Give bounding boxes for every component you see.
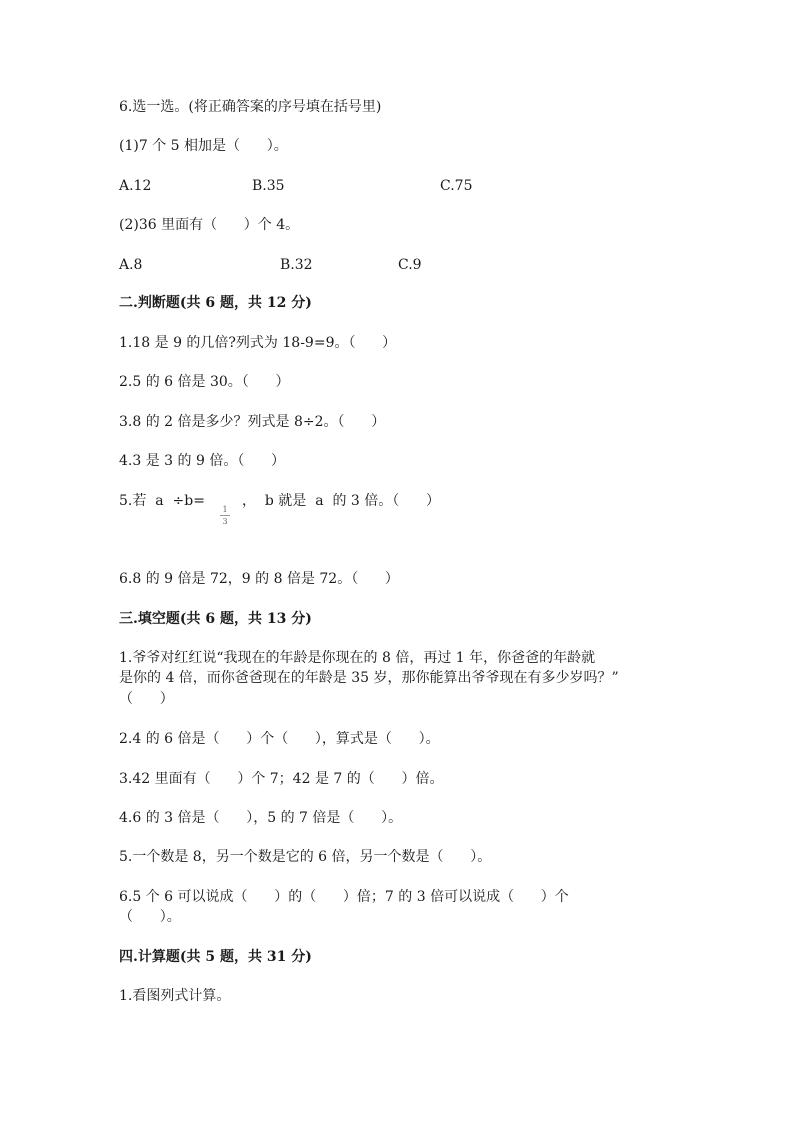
fill-item-2: 2.4 的 6 倍是（ ）个（ ），算式是（ ）。	[119, 731, 440, 747]
fraction-numerator: 1	[222, 505, 228, 514]
question-6-title: 6.选一选。(将正确答案的序号填在括号里)	[119, 99, 382, 115]
section-header-judgment: 二.判断题(共 6 题，共 12 分)	[119, 295, 312, 311]
option-c: C.9	[398, 257, 422, 273]
sub-question-2: (2)36 里面有（ ）个 4。	[119, 217, 300, 233]
judgment-item-1: 1.18 是 9 的几倍?列式为 18-9=9。（ ）	[119, 335, 397, 351]
judgment-item-5-part1: 5.若 a ÷b=	[119, 493, 205, 509]
judgment-item-6: 6.8 的 9 倍是 72，9 的 8 倍是 72。（ ）	[119, 571, 399, 587]
option-b: B.32	[280, 257, 313, 273]
fraction	[219, 505, 231, 526]
fill-item-6-line1: 6.5 个 6 可以说成（ ）的（ ）倍；7 的 3 倍可以说成（ ）个	[119, 889, 569, 905]
section-header-fill: 三.填空题(共 6 题，共 13 分)	[119, 611, 312, 627]
fill-item-5: 5.一个数是 8，另一个数是它的 6 倍，另一个数是（ ）。	[119, 849, 492, 865]
judgment-item-5-part2: ， b 就是 a 的 3 倍。（ ）	[242, 493, 440, 509]
fill-item-1-line3: （ ）	[119, 691, 174, 707]
fill-item-1-line2: 是你的 4 倍，而你爸爸现在的年龄是 35 岁，那你能算出爷爷现在有多少岁吗？”	[119, 670, 619, 686]
fill-item-4: 4.6 的 3 倍是（ ），5 的 7 倍是（ ）。	[119, 810, 403, 826]
fraction-denominator: 3	[222, 517, 228, 526]
fill-item-6-line2: （ ）。	[119, 909, 181, 925]
judgment-item-4: 4.3 是 3 的 9 倍。（ ）	[119, 453, 286, 469]
option-b: B.35	[252, 178, 285, 194]
judgment-item-3: 3.8 的 2 倍是多少？列式是 8÷2。（ ）	[119, 414, 386, 430]
fill-item-1-line1: 1.爷爷对红红说“我现在的年龄是你现在的 8 倍，再过 1 年，你爸爸的年龄就	[119, 650, 596, 666]
section-header-calc: 四.计算题(共 5 题，共 31 分)	[119, 949, 312, 965]
sub-question-1: (1)7 个 5 相加是（ ）。	[119, 138, 288, 154]
option-a: A.8	[119, 257, 143, 273]
option-a: A.12	[119, 178, 152, 194]
option-c: C.75	[440, 178, 473, 194]
calc-item-1: 1.看图列式计算。	[119, 988, 231, 1004]
judgment-item-2: 2.5 的 6 倍是 30。（ ）	[119, 374, 290, 390]
fill-item-3: 3.42 里面有（ ）个 7；42 是 7 的（ ）倍。	[119, 771, 444, 787]
